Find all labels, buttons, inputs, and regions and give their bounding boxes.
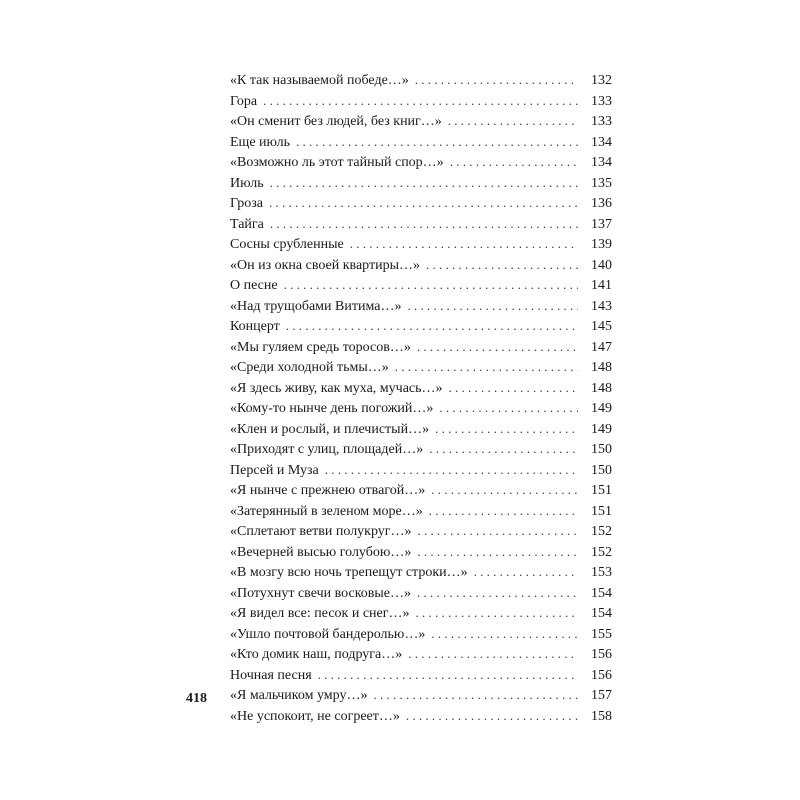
toc-entry	[230, 113, 612, 134]
toc-entry	[230, 667, 612, 688]
toc-entry-page-number: 151	[591, 483, 612, 498]
toc-entry-page-number: 149	[591, 401, 612, 416]
toc-entry-page-number: 137	[591, 216, 612, 232]
toc-entry-page-number: 134	[591, 134, 612, 150]
dot-leader	[450, 154, 578, 170]
dot-leader	[417, 585, 578, 601]
toc-entry-page-number: 136	[591, 196, 612, 211]
toc-entry-title: «Я мальчиком умру…»	[230, 688, 368, 703]
toc-entry-page-number: 134	[591, 155, 612, 170]
toc-entry-page-number: 152	[591, 544, 612, 560]
toc-entry-title: «Потухнут свечи восковые…»	[230, 585, 412, 601]
dot-leader	[474, 564, 578, 580]
toc-entry-title: «Затерянный в зеленом море…»	[230, 503, 423, 519]
toc-entry-title: «В мозгу всю ночь трепещут строки…»	[230, 565, 468, 580]
dot-leader	[325, 462, 578, 478]
toc-entry-title: Персей и Муза	[230, 462, 319, 478]
toc-entry-title: «Он из окна своей квартиры…»	[230, 257, 421, 273]
dot-leader	[431, 482, 578, 498]
toc-entry-title: «К так называемой победе…»	[230, 73, 409, 88]
toc-entry-page-number: 157	[591, 688, 612, 703]
toc-entry	[230, 195, 612, 216]
toc-entry-title: «Я видел все: песок и снег…»	[230, 606, 410, 621]
toc-entry-title: «Он сменит без людей, без книг…»	[230, 114, 442, 129]
toc-entry	[230, 359, 612, 380]
toc-entry	[230, 154, 612, 175]
toc-entry-title: Тайга	[230, 216, 264, 232]
toc-entry-page-number: 147	[591, 339, 612, 355]
toc-entry-page-number: 156	[591, 667, 612, 683]
toc-entry-title: «Я здесь живу, как муха, мучась…»	[230, 380, 443, 396]
dot-leader	[435, 421, 578, 437]
dot-leader	[431, 626, 578, 642]
dot-leader	[426, 257, 578, 273]
dot-leader	[395, 359, 578, 375]
dot-leader	[439, 400, 578, 416]
toc-entry-title: Гроза	[230, 196, 263, 211]
toc-entry-title: «Приходят с улиц, площадей…»	[230, 442, 424, 457]
page-number: 418	[186, 691, 207, 706]
dot-leader	[429, 441, 578, 457]
toc-entry-page-number: 149	[591, 421, 612, 437]
toc-entry	[230, 257, 612, 278]
dot-leader	[270, 175, 578, 191]
toc-entry	[230, 298, 612, 319]
dot-leader	[417, 339, 578, 355]
toc-entry-page-number: 143	[591, 298, 612, 314]
toc-entry	[230, 482, 612, 503]
toc-entry-page-number: 154	[591, 585, 612, 601]
toc-entry	[230, 605, 612, 626]
dot-leader	[418, 523, 578, 539]
toc-entry	[230, 72, 612, 93]
dot-leader	[416, 605, 578, 621]
dot-leader	[286, 318, 578, 334]
toc-entry-page-number: 140	[591, 257, 612, 273]
toc-entry	[230, 339, 612, 360]
dot-leader	[408, 646, 578, 662]
toc-entry-page-number: 150	[591, 462, 612, 478]
toc-entry-page-number: 133	[591, 93, 612, 109]
toc-entry	[230, 585, 612, 606]
toc-entry-title: «Над трущобами Витима…»	[230, 298, 402, 314]
dot-leader	[407, 298, 578, 314]
toc-entry	[230, 93, 612, 114]
toc-entry-title: «Ушло почтовой бандеролью…»	[230, 626, 426, 642]
toc-entry-title: «Я нынче с прежнею отвагой…»	[230, 483, 426, 498]
toc-entry-title: «Мы гуляем средь торосов…»	[230, 339, 411, 355]
toc-entry-title: О песне	[230, 278, 278, 293]
toc-entry-title: Гора	[230, 93, 258, 109]
toc-entry	[230, 626, 612, 647]
toc-entry	[230, 462, 612, 483]
table-of-contents	[230, 72, 612, 728]
toc-entry	[230, 421, 612, 442]
toc-entry-title: Ночная песня	[230, 667, 312, 683]
toc-entry-page-number: 133	[591, 114, 612, 129]
toc-entry-page-number: 139	[591, 237, 612, 252]
toc-entry-page-number: 141	[591, 278, 612, 293]
toc-entry-page-number: 158	[591, 708, 612, 724]
toc-entry-page-number: 154	[591, 606, 612, 621]
toc-entry-title: «Вечерней высью голубою…»	[230, 544, 412, 560]
toc-entry-page-number: 155	[591, 626, 612, 642]
toc-entry	[230, 441, 612, 462]
toc-entry	[230, 544, 612, 565]
dot-leader	[269, 195, 578, 211]
toc-entry-title: Концерт	[230, 319, 280, 334]
toc-entry-page-number: 150	[591, 442, 612, 457]
toc-entry	[230, 277, 612, 298]
toc-entry	[230, 134, 612, 155]
toc-entry-page-number: 132	[591, 73, 612, 88]
toc-entry-page-number: 135	[591, 175, 612, 191]
dot-leader	[296, 134, 578, 150]
toc-entry	[230, 564, 612, 585]
dot-leader	[448, 113, 578, 129]
toc-entry	[230, 646, 612, 667]
dot-leader	[449, 380, 578, 396]
toc-entry	[230, 687, 612, 708]
toc-entry	[230, 318, 612, 339]
dot-leader	[263, 93, 578, 109]
toc-entry-title: Июль	[230, 175, 264, 191]
dot-leader	[350, 236, 578, 252]
toc-entry-title: Сосны срубленные	[230, 237, 344, 252]
toc-entry	[230, 400, 612, 421]
toc-entry-page-number: 151	[591, 503, 612, 519]
dot-leader	[373, 687, 578, 703]
toc-entry-title: «Кому-то нынче день погожий…»	[230, 401, 434, 416]
toc-entry	[230, 216, 612, 237]
dot-leader	[406, 708, 578, 724]
toc-entry	[230, 503, 612, 524]
toc-entry-page-number: 148	[591, 380, 612, 396]
dot-leader	[284, 277, 578, 293]
toc-entry-title: «Сплетают ветви полукруг…»	[230, 524, 412, 539]
dot-leader	[417, 544, 578, 560]
toc-entry-title: «Возможно ль этот тайный спор…»	[230, 155, 444, 170]
toc-entry-title: «Кто домик наш, подруга…»	[230, 647, 403, 662]
toc-entry	[230, 380, 612, 401]
toc-entry-title: Еще июль	[230, 134, 291, 150]
toc-entry-title: «Среди холодной тьмы…»	[230, 360, 389, 375]
toc-entry-title: «Клен и рослый, и плечистый…»	[230, 421, 430, 437]
toc-entry-title: «Не успокоит, не согреет…»	[230, 708, 400, 724]
toc-entry-page-number: 156	[591, 647, 612, 662]
toc-entry	[230, 236, 612, 257]
toc-entry-page-number: 148	[591, 360, 612, 375]
toc-entry	[230, 523, 612, 544]
toc-entry	[230, 175, 612, 196]
dot-leader	[270, 216, 578, 232]
toc-entry	[230, 708, 612, 729]
dot-leader	[415, 72, 578, 88]
dot-leader	[429, 503, 578, 519]
dot-leader	[318, 667, 578, 683]
toc-entry-page-number: 153	[591, 565, 612, 580]
toc-entry-page-number: 152	[591, 524, 612, 539]
toc-entry-page-number: 145	[591, 319, 612, 334]
